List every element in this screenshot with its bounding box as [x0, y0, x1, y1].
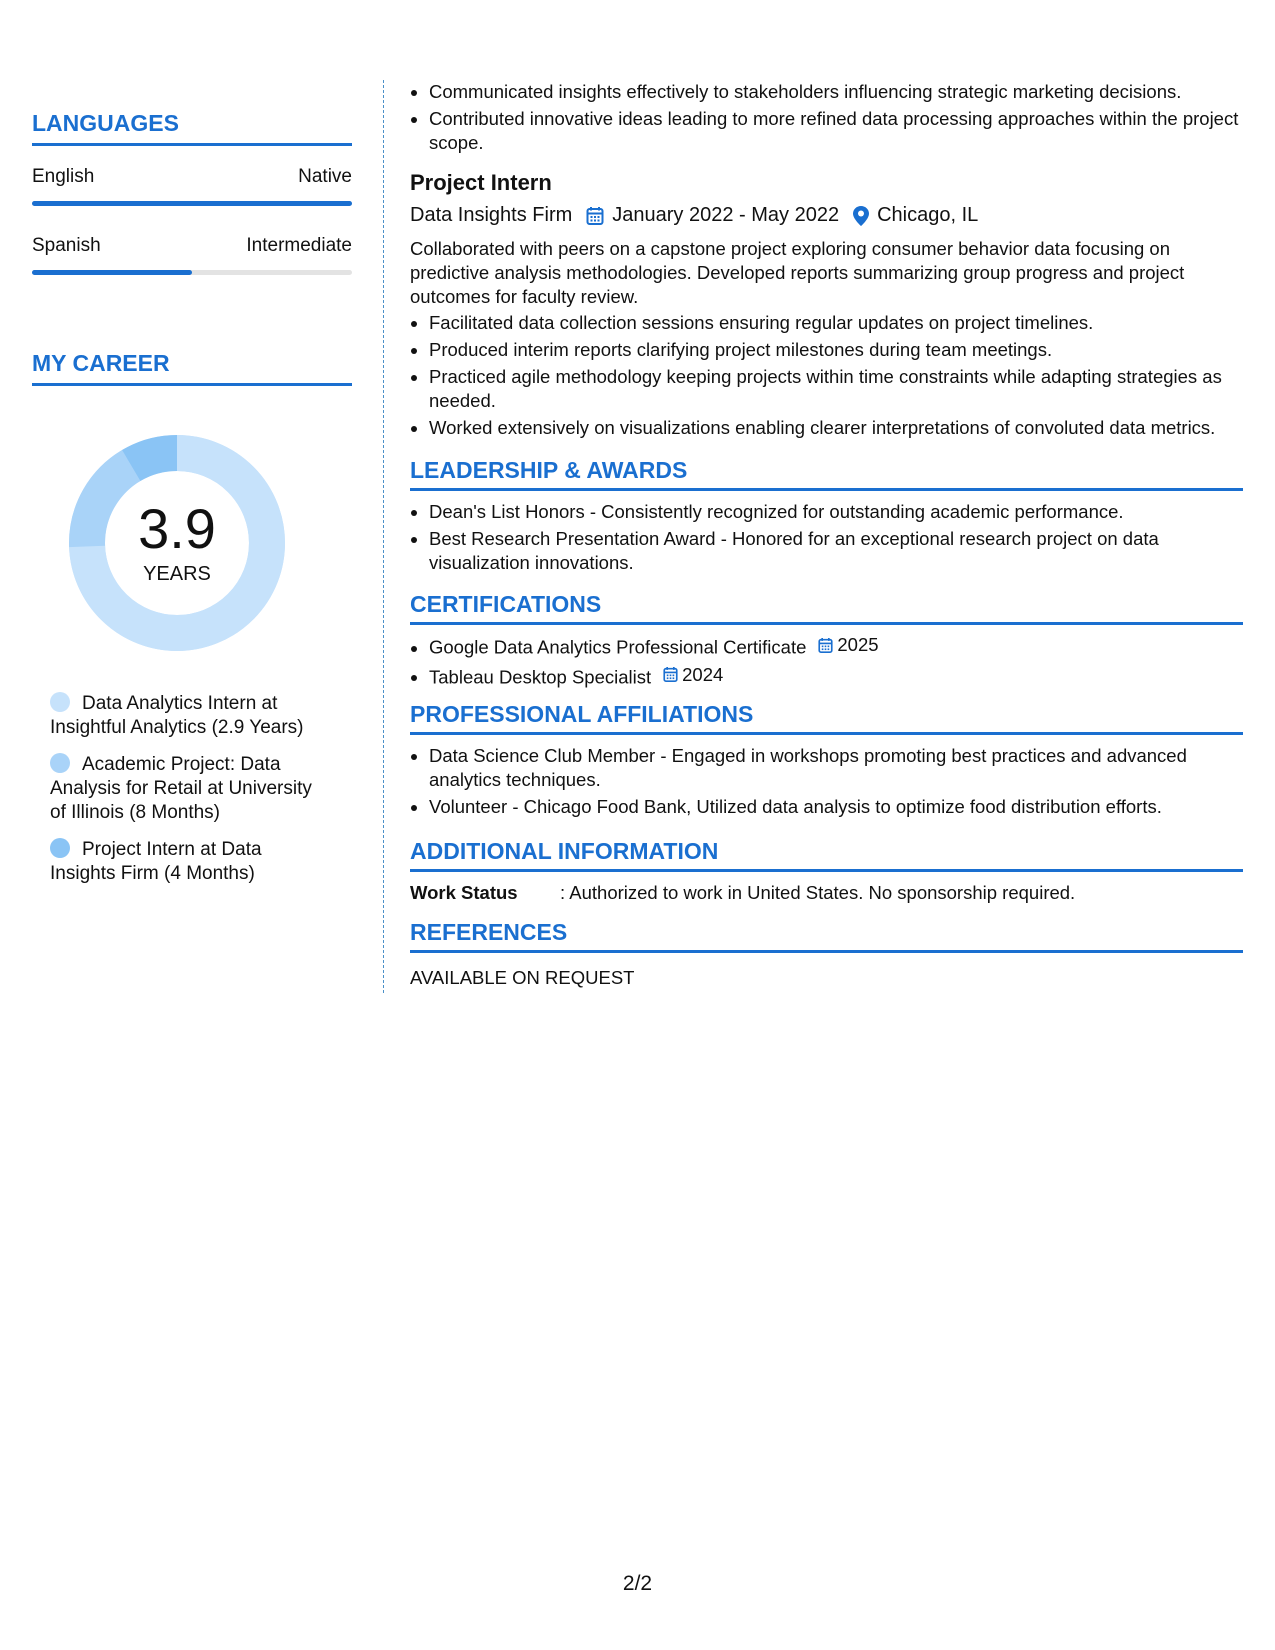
language-bar-fill — [32, 270, 192, 275]
language-name: Spanish — [32, 235, 101, 256]
job-location: Chicago, IL — [877, 204, 979, 226]
bullet-item: • Facilitated data collection sessions ensuring regular updates on project timelines. — [429, 311, 1243, 335]
certification-date — [663, 663, 723, 687]
language-level: Native — [298, 166, 352, 187]
bullet-item: • Practiced agile methodology keeping projects within time constraints while adapting strategies as needed. — [429, 365, 1243, 413]
job-entry — [410, 170, 1243, 443]
language-bar-spanish — [32, 270, 352, 275]
work-status-value: : Authorized to work in United States. No sponsorship required. — [560, 882, 1076, 903]
language-name: English — [32, 166, 95, 187]
previous-job-bullets — [410, 80, 1243, 158]
certifications-list — [410, 633, 1243, 692]
references-heading: REFERENCES — [410, 919, 1243, 953]
career-donut-chart — [64, 430, 290, 656]
bullet-item: • Communicated insights effectively to stakeholders influencing strategic marketing decisions. — [429, 80, 1243, 104]
work-status-label: Work Status — [410, 882, 518, 903]
affiliations-heading: PROFESSIONAL AFFILIATIONS — [410, 701, 1243, 735]
career-total-years: 3.9 — [138, 496, 216, 560]
language-bar-english — [32, 201, 352, 206]
bullet-item: • Data Science Club Member - Engaged in workshops promoting best practices and advanced analytics techniques. — [429, 744, 1243, 792]
bullet-item: • Produced interim reports clarifying project milestones during team meetings. — [429, 338, 1243, 362]
career-legend-item — [50, 838, 330, 886]
bullet-item: • Volunteer - Chicago Food Bank, Utilized data analysis to optimize food distribution efforts. — [429, 795, 1243, 819]
leadership-heading: LEADERSHIP & AWARDS — [410, 457, 1243, 491]
job-bullets — [410, 311, 1243, 440]
calendar-icon — [818, 637, 833, 654]
bullet-item: • Worked extensively on visualizations enabling clearer interpretations of convoluted data metrics. — [429, 416, 1243, 440]
additional-info-heading: ADDITIONAL INFORMATION — [410, 838, 1243, 872]
job-dates: January 2022 - May 2022 — [612, 204, 840, 226]
legend-label: Project Intern at Data Insights Firm (4 Months) — [50, 839, 262, 884]
legend-dot-icon — [50, 692, 70, 712]
language-bar-fill — [32, 201, 352, 206]
career-total-unit: YEARS — [143, 562, 211, 585]
page-number: 2/2 — [622, 1572, 653, 1595]
language-row-spanish — [32, 235, 352, 257]
leadership-list — [410, 500, 1243, 578]
affiliations-list — [410, 744, 1243, 822]
references-text: AVAILABLE ON REQUEST — [410, 967, 635, 988]
bullet-item: • Contributed innovative ideas leading to more refined data processing approaches within the project scope. — [429, 107, 1243, 155]
language-row-english — [32, 166, 352, 188]
job-title: Project Intern — [410, 170, 552, 195]
job-meta — [410, 204, 1243, 227]
career-legend-item — [50, 692, 330, 740]
column-divider — [383, 80, 384, 993]
certification-name: Tableau Desktop Specialist — [429, 666, 652, 687]
bullet-item: • Best Research Presentation Award - Honored for an exceptional research project on data visualization innovations. — [429, 527, 1243, 575]
certification-item — [429, 633, 1243, 660]
language-level: Intermediate — [246, 235, 352, 256]
work-status-row — [410, 882, 1243, 904]
legend-dot-icon — [50, 838, 70, 858]
certification-date — [818, 633, 878, 657]
map-pin-icon — [853, 206, 869, 226]
certification-year: 2024 — [682, 663, 724, 685]
job-company: Data Insights Firm — [410, 204, 573, 226]
certifications-heading: CERTIFICATIONS — [410, 591, 1243, 625]
certification-year: 2025 — [837, 634, 879, 655]
legend-dot-icon — [50, 753, 70, 773]
legend-label: Academic Project: Data Analysis for Retail at University of Illinois (8 Months) — [50, 754, 312, 823]
career-heading: MY CAREER — [32, 350, 352, 386]
calendar-icon — [586, 206, 604, 226]
bullet-item: • Dean's List Honors - Consistently recognized for outstanding academic performance. — [429, 500, 1243, 524]
career-donut-center — [64, 430, 290, 656]
languages-heading: LANGUAGES — [32, 110, 352, 146]
job-summary: Collaborated with peers on a capstone project exploring consumer behavior data focusing on predictive analysis methodologies. Developed reports summarizing group progress and project outcomes for faculty review. — [410, 238, 1185, 307]
certification-name: Google Data Analytics Professional Certificate — [429, 636, 807, 658]
legend-label: Data Analytics Intern at Insightful Analytics (2.9 Years) — [50, 693, 304, 738]
career-legend-item — [50, 753, 330, 825]
calendar-icon — [663, 666, 678, 683]
career-legend — [50, 692, 330, 899]
certification-item — [429, 663, 1243, 690]
